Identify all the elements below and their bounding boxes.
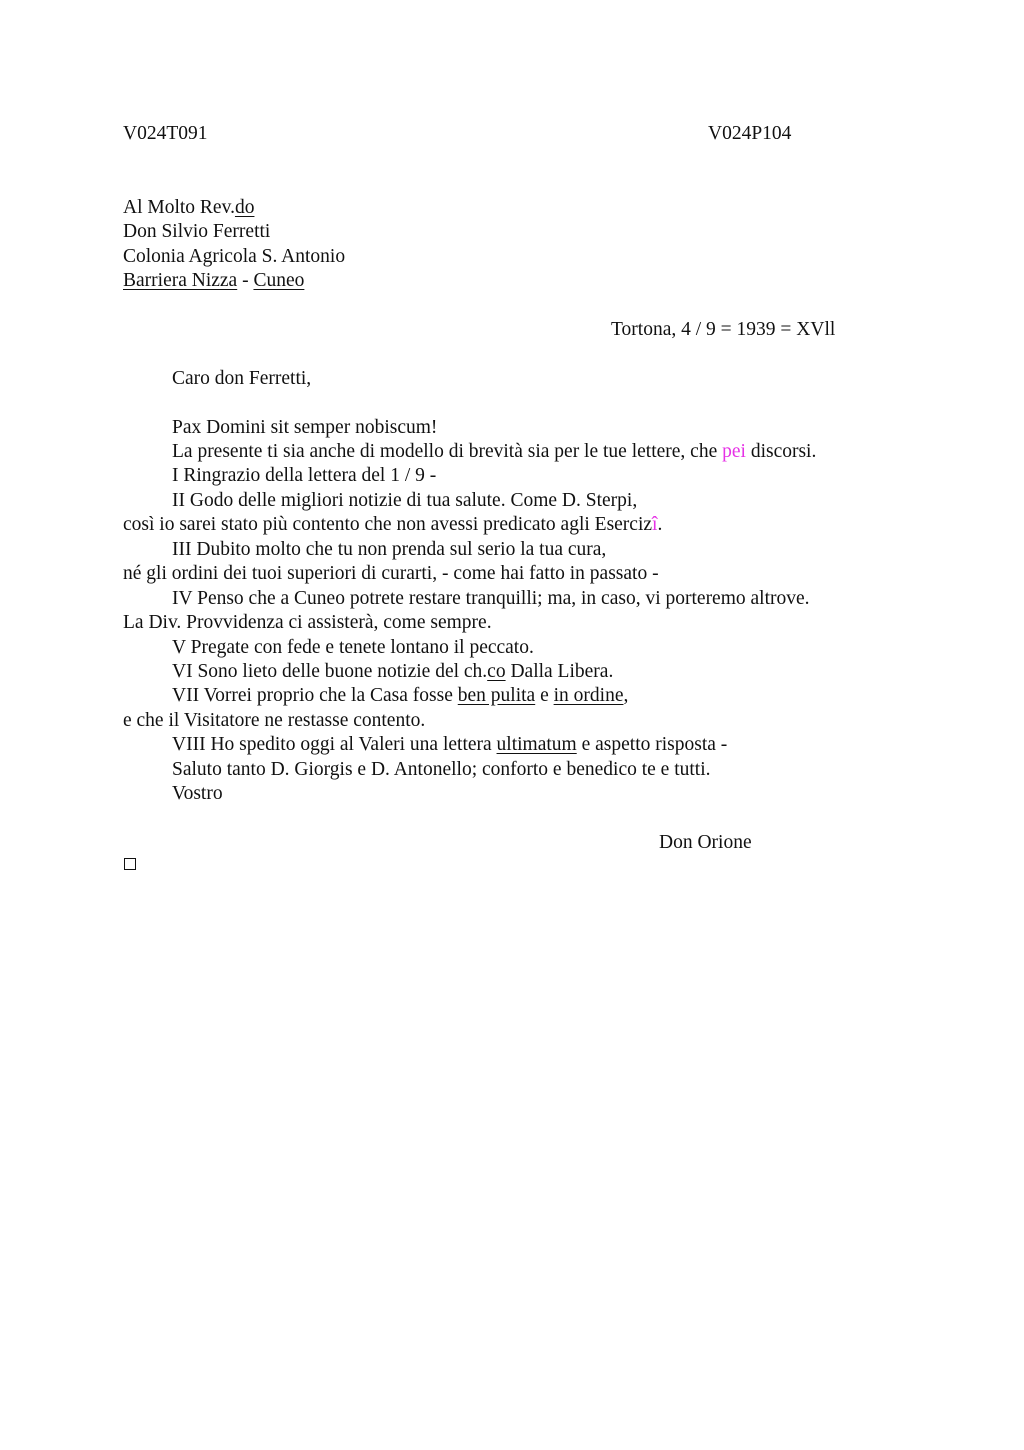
body-line: V Pregate con fede e tenete lontano il peccato. <box>172 637 534 658</box>
signature: Don Orione <box>659 832 752 853</box>
highlighted-char: î <box>652 514 658 535</box>
body-line: III Dubito molto che tu non prenda sul serio la tua cura, <box>172 539 607 560</box>
body-line: Pax Domini sit semper nobiscum! <box>172 417 438 438</box>
left-document-code: V024T091 <box>123 123 208 144</box>
body-line: né gli ordini dei tuoi superiori di curarti, - come hai fatto in passato - <box>123 563 659 584</box>
body-line: La presente ti sia anche di modello di brevità sia per le tue lettere, che pei discorsi. <box>172 441 817 462</box>
address-line-1 <box>123 196 254 220</box>
closing: Vostro <box>172 783 223 804</box>
dateline: Tortona, 4 / 9 = 1939 = XVll <box>611 319 836 340</box>
body-line: così io sarei stato più contento che non avessi predicato agli Esercizî. <box>123 514 663 535</box>
body-line: IV Penso che a Cuneo potrete restare tranquilli; ma, in caso, vi porteremo altrove. <box>172 588 810 609</box>
body-line: Saluto tanto D. Giorgis e D. Antonello; conforto e benedico te e tutti. <box>172 759 711 780</box>
right-document-code: V024P104 <box>708 123 792 144</box>
address-title-abbrev: do <box>234 197 255 218</box>
body-line: VI Sono lieto delle buone notizie del ch.co Dalla Libera. <box>172 661 614 682</box>
salutation: Caro don Ferretti, <box>172 368 312 389</box>
address-place: Barriera Nizza <box>123 270 238 291</box>
address-recipient: Don Silvio Ferretti <box>123 221 271 242</box>
body-line: I Ringrazio della lettera del 1 / 9 - <box>172 465 437 486</box>
highlighted-word: pei <box>722 441 746 462</box>
body-line: e che il Visitatore ne restasse contento. <box>123 710 426 731</box>
body-line: La Div. Provvidenza ci assisterà, come sempre. <box>123 612 492 633</box>
address-location: Barriera Nizza - Cuneo <box>123 270 305 291</box>
address-institution: Colonia Agricola S. Antonio <box>123 246 346 267</box>
checkbox-square-icon <box>124 858 136 870</box>
address-title: Al Molto Rev. <box>123 197 235 218</box>
body-line: VIII Ho spedito oggi al Valeri una lettera ultimatum e aspetto risposta - <box>172 734 728 755</box>
address-city: Cuneo <box>253 270 305 291</box>
body-line: II Godo delle migliori notizie di tua salute. Come D. Sterpi, <box>172 490 638 511</box>
body-line: VII Vorrei proprio che la Casa fosse ben pulita e in ordine, <box>172 685 629 706</box>
